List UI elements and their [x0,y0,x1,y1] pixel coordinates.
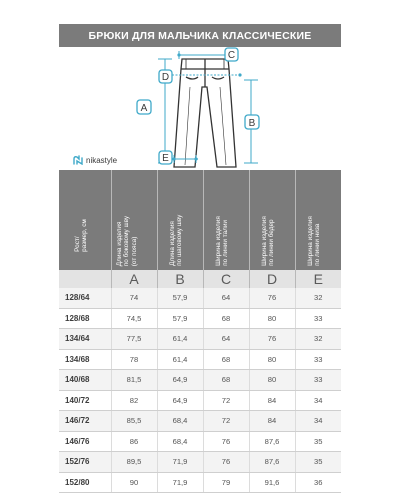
column-header-e [295,170,341,270]
value-cell: 76 [203,452,249,473]
column-letter: D [249,270,295,288]
column-letter: A [111,270,157,288]
value-cell: 79 [203,472,249,493]
value-cell: 85,5 [111,411,157,432]
marker-e-label: E [162,153,169,164]
column-letter: C [203,270,249,288]
size-cell: 128/64 [59,288,111,308]
size-table [59,170,341,493]
value-cell: 64 [203,288,249,308]
size-cell: 152/76 [59,452,111,473]
value-cell: 87,6 [249,431,295,452]
value-cell: 71,9 [157,472,203,493]
value-cell: 82 [111,390,157,411]
value-cell: 68 [203,308,249,329]
brand-logo [73,155,117,165]
value-cell: 34 [295,390,341,411]
value-cell: 34 [295,411,341,432]
table-row [59,431,341,452]
trousers-measurement-diagram [0,47,400,170]
value-cell: 35 [295,431,341,452]
column-label: Длина изделия по боковому шву (от пояса) [115,215,138,266]
size-cell: 134/68 [59,349,111,370]
size-header-label: Рост/ размер, см [73,219,89,252]
value-cell: 76 [249,288,295,308]
value-cell: 86 [111,431,157,452]
table-row [59,390,341,411]
value-cell: 74,5 [111,308,157,329]
column-label: Ширина изделия по линии низа [307,216,322,266]
column-header-a [111,170,157,270]
value-cell: 76 [249,329,295,350]
size-cell: 146/72 [59,411,111,432]
marker-b-label: B [248,118,256,129]
letter-cell-blank [59,270,111,288]
value-cell: 64,9 [157,370,203,391]
column-label: Ширина изделия по линии бедер [261,216,276,266]
value-cell: 68,4 [157,431,203,452]
value-cell: 68,4 [157,411,203,432]
value-cell: 61,4 [157,349,203,370]
value-cell: 36 [295,472,341,493]
column-label: Длина изделия по шаговому шву [169,214,184,266]
table-row [59,308,341,329]
value-cell: 32 [295,329,341,350]
size-cell: 134/64 [59,329,111,350]
size-cell: 140/72 [59,390,111,411]
table-row [59,411,341,432]
value-cell: 80 [249,349,295,370]
column-letter: E [295,270,341,288]
table-row [59,349,341,370]
value-cell: 64 [203,329,249,350]
value-cell: 35 [295,452,341,473]
value-cell: 81,5 [111,370,157,391]
value-cell: 80 [249,370,295,391]
value-cell: 68 [203,370,249,391]
column-header-size [59,170,111,270]
size-cell: 152/80 [59,472,111,493]
value-cell: 57,9 [157,288,203,308]
column-header-b [157,170,203,270]
table-row [59,452,341,473]
value-cell: 84 [249,411,295,432]
size-cell: 146/76 [59,431,111,452]
value-cell: 77,5 [111,329,157,350]
value-cell: 68 [203,349,249,370]
value-cell: 61,4 [157,329,203,350]
value-cell: 72 [203,390,249,411]
value-cell: 33 [295,370,341,391]
table-body [59,288,341,493]
marker-a-label: A [140,103,148,114]
column-header-d [249,170,295,270]
value-cell: 72 [203,411,249,432]
column-label: Ширина изделия по линии талии [215,216,230,266]
size-cell: 140/68 [59,370,111,391]
value-cell: 57,9 [157,308,203,329]
column-header-c [203,170,249,270]
value-cell: 84 [249,390,295,411]
table-row [59,288,341,308]
size-cell: 128/68 [59,308,111,329]
value-cell: 78 [111,349,157,370]
value-cell: 80 [249,308,295,329]
nikastyle-logo-icon [73,155,83,165]
value-cell: 76 [203,431,249,452]
value-cell: 32 [295,288,341,308]
value-cell: 33 [295,308,341,329]
column-letter-row [59,270,341,288]
marker-d-label: D [161,72,170,83]
table-row [59,472,341,493]
value-cell: 74 [111,288,157,308]
brand-name: nikastyle [86,155,118,165]
value-cell: 64,9 [157,390,203,411]
page-title: БРЮКИ ДЛЯ МАЛЬЧИКА КЛАССИЧЕСКИЕ [59,24,341,47]
value-cell: 33 [295,349,341,370]
value-cell: 90 [111,472,157,493]
column-letter: B [157,270,203,288]
value-cell: 87,6 [249,452,295,473]
value-cell: 71,9 [157,452,203,473]
value-cell: 89,5 [111,452,157,473]
marker-c-label: C [227,50,236,61]
table-row [59,329,341,350]
value-cell: 91,6 [249,472,295,493]
size-table-wrapper [59,170,341,493]
table-header-row [59,170,341,270]
table-row [59,370,341,391]
